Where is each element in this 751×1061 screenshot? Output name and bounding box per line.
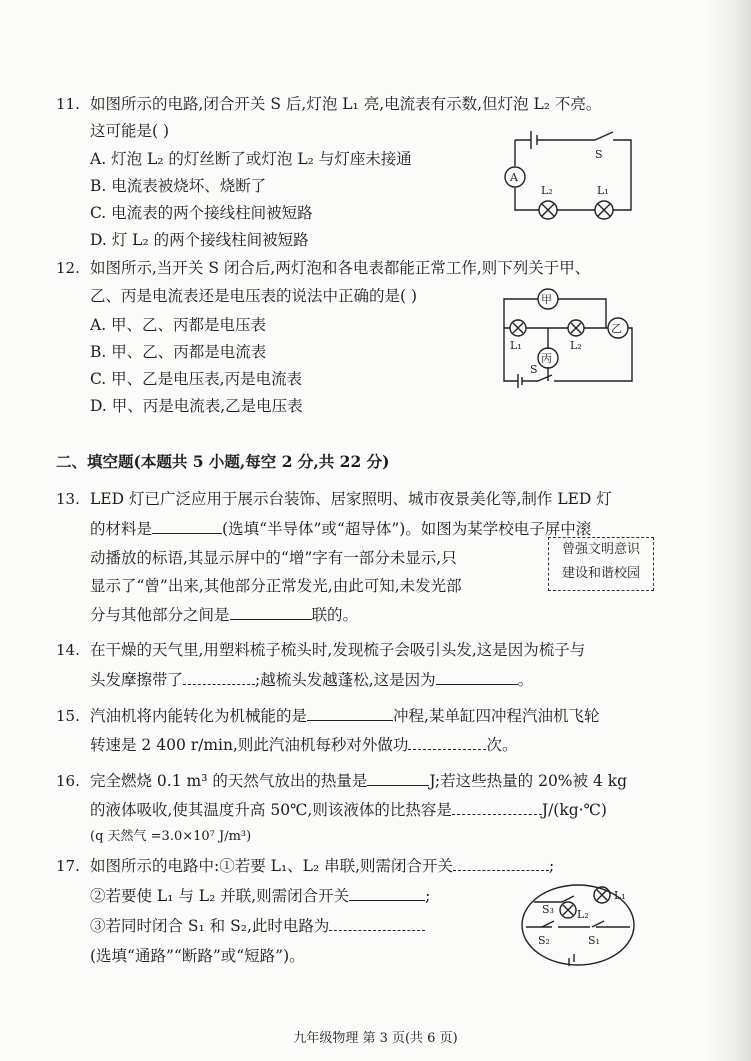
lamp-l1-symbol: [595, 201, 613, 219]
text-segment: (选填“半导体”或“超导体”)。如图为某学校电子屏中滚: [222, 520, 592, 538]
question-number: 11.: [56, 95, 80, 113]
question-text: 在干燥的天气里,用塑料梳子梳头时,发现梳子会吸引头发,这是因为梳子与: [90, 641, 586, 659]
lamp-label: L₂: [570, 339, 582, 352]
switch-label: S: [530, 363, 538, 376]
question-text: 动播放的标语,其显示屏中的“增”字有一部分未显示,只: [90, 549, 457, 567]
question-text: [90, 800, 607, 820]
question-text: [90, 886, 430, 906]
question-number: 15.: [56, 707, 80, 725]
page-footer: 九年级物理 第 3 页(共 6 页): [293, 1031, 458, 1046]
switch-label: S: [595, 148, 603, 161]
question-text: [90, 856, 554, 876]
question-text: [90, 735, 517, 755]
question-text: 显示了“曾”出来,其他部分正常发光,由此可知,未发光部: [90, 577, 462, 595]
question-text: [90, 771, 627, 791]
question-text: [90, 916, 425, 936]
question-number: 14.: [56, 641, 80, 659]
circuit-diagram-11: [495, 132, 640, 222]
answer-blank[interactable]: [436, 670, 518, 685]
question-number: 12.: [56, 259, 80, 277]
question-stem: 如图所示的电路,闭合开关 S 后,灯泡 L₁ 亮,电流表有示数,但灯泡 L₂ 不亮。: [90, 95, 602, 113]
lamp-l2-symbol: [568, 320, 584, 336]
option-a: A. 甲、乙、丙都是电压表: [90, 316, 267, 334]
question-stem: 这可能是( ): [90, 122, 170, 140]
lamp-label: L₁: [597, 184, 609, 197]
text-segment: J;若这些热量的 20%被 4 kg: [429, 772, 628, 790]
text-segment: 。: [517, 671, 534, 689]
text-segment: 分与其他部分之间是: [90, 606, 230, 624]
option-b: B. 甲、乙、丙都是电流表: [90, 343, 267, 361]
lamp-label: L₂: [541, 184, 553, 197]
option-c: C. 甲、乙是电压表,丙是电流表: [90, 370, 303, 388]
answer-blank[interactable]: [230, 605, 312, 620]
text-segment: 冲程,某单缸四冲程汽油机飞轮: [393, 707, 600, 725]
question-text: [90, 670, 533, 690]
answer-blank[interactable]: [408, 735, 486, 750]
question-text: (选填“通路”“断路”或“短路”)。: [90, 947, 305, 965]
meter-label: 乙: [611, 322, 622, 335]
question-text: [90, 706, 599, 726]
lamp-l2-symbol: [539, 201, 557, 219]
lamp-label: L₂: [577, 908, 589, 921]
text-segment: 头发摩擦带了: [90, 671, 184, 689]
banner-line: 曾强文明意识: [561, 542, 640, 557]
option-b: B. 电流表被烧坏、烧断了: [90, 177, 267, 195]
lamp-label: L₁: [614, 889, 626, 902]
circuit-diagram-17: [512, 880, 652, 980]
meter-label: 丙: [541, 352, 552, 365]
text-segment: 如图所示的电路中:①若要 L₁、L₂ 串联,则需闭合开关: [90, 857, 454, 875]
question-text: [90, 519, 591, 539]
text-segment: ;越梳头发越蓬松,这是因为: [255, 671, 436, 689]
meter-label: 甲: [541, 293, 552, 306]
text-segment: 的液体吸收,使其温度升高 50℃,则该液体的比热容是: [90, 801, 452, 819]
question-text: [90, 605, 358, 625]
text-segment: ③若同时闭合 S₁ 和 S₂,此时电路为: [90, 917, 330, 935]
answer-blank[interactable]: [349, 886, 425, 901]
answer-blank[interactable]: [367, 771, 429, 786]
text-segment: J/(kg·℃): [541, 801, 607, 819]
circuit-diagram-12: [498, 287, 638, 389]
question-stem: 如图所示,当开关 S 闭合后,两灯泡和各电表都能正常工作,则下列关于甲、: [90, 259, 591, 277]
text-segment: 的材料是: [90, 520, 153, 538]
lamp-label: L₁: [510, 339, 522, 352]
answer-blank[interactable]: [453, 856, 549, 871]
answer-blank[interactable]: [452, 800, 542, 815]
question-stem: 乙、丙是电流表还是电压表的说法中正确的是( ): [90, 287, 418, 305]
option-d: D. 甲、丙是电流表,乙是电压表: [90, 397, 303, 415]
ammeter-label: A: [510, 171, 518, 184]
answer-blank[interactable]: [307, 706, 393, 721]
text-segment: ②若要使 L₁ 与 L₂ 并联,则需闭合开关: [90, 887, 350, 905]
answer-blank[interactable]: [329, 916, 425, 931]
text-segment: 联的。: [311, 606, 359, 624]
page-edge-shadow: [707, 0, 751, 1061]
lamp-l1-symbol: [510, 320, 526, 336]
switch-label: S₃: [542, 903, 554, 916]
question-number: 13.: [56, 490, 80, 508]
option-a: A. 灯泡 L₂ 的灯丝断了或灯泡 L₂ 与灯座未接通: [90, 150, 412, 168]
lamp-l2-symbol: [560, 902, 576, 918]
switch-label: S₂: [538, 934, 550, 947]
question-number: 16.: [56, 772, 80, 790]
answer-blank[interactable]: [183, 670, 255, 685]
answer-blank[interactable]: [152, 519, 222, 534]
given-constant: (q 天然气 =3.0×10⁷ J/m³): [90, 829, 252, 844]
text-segment: ;: [425, 887, 431, 905]
question-text: LED 灯已广泛应用于展示台装饰、居家照明、城市夜景美化等,制作 LED 灯: [90, 490, 612, 508]
text-segment: 完全燃烧 0.1 m³ 的天然气放出的热量是: [90, 772, 368, 790]
text-segment: 汽油机将内能转化为机械能的是: [90, 707, 308, 725]
section-heading: 二、填空题(本题共 5 小题,每空 2 分,共 22 分): [56, 452, 390, 471]
switch-label: S₁: [588, 934, 600, 947]
option-d: D. 灯 L₂ 的两个接线柱间被短路: [90, 231, 309, 249]
banner-line: 建设和谐校园: [561, 566, 640, 581]
text-segment: 转速是 2 400 r/min,则此汽油机每秒对外做功: [90, 736, 409, 754]
question-number: 17.: [56, 857, 80, 875]
text-segment: ;: [549, 857, 555, 875]
option-c: C. 电流表的两个接线柱间被短路: [90, 204, 313, 222]
text-segment: 次。: [486, 736, 518, 754]
led-screen-banner: [548, 537, 654, 591]
